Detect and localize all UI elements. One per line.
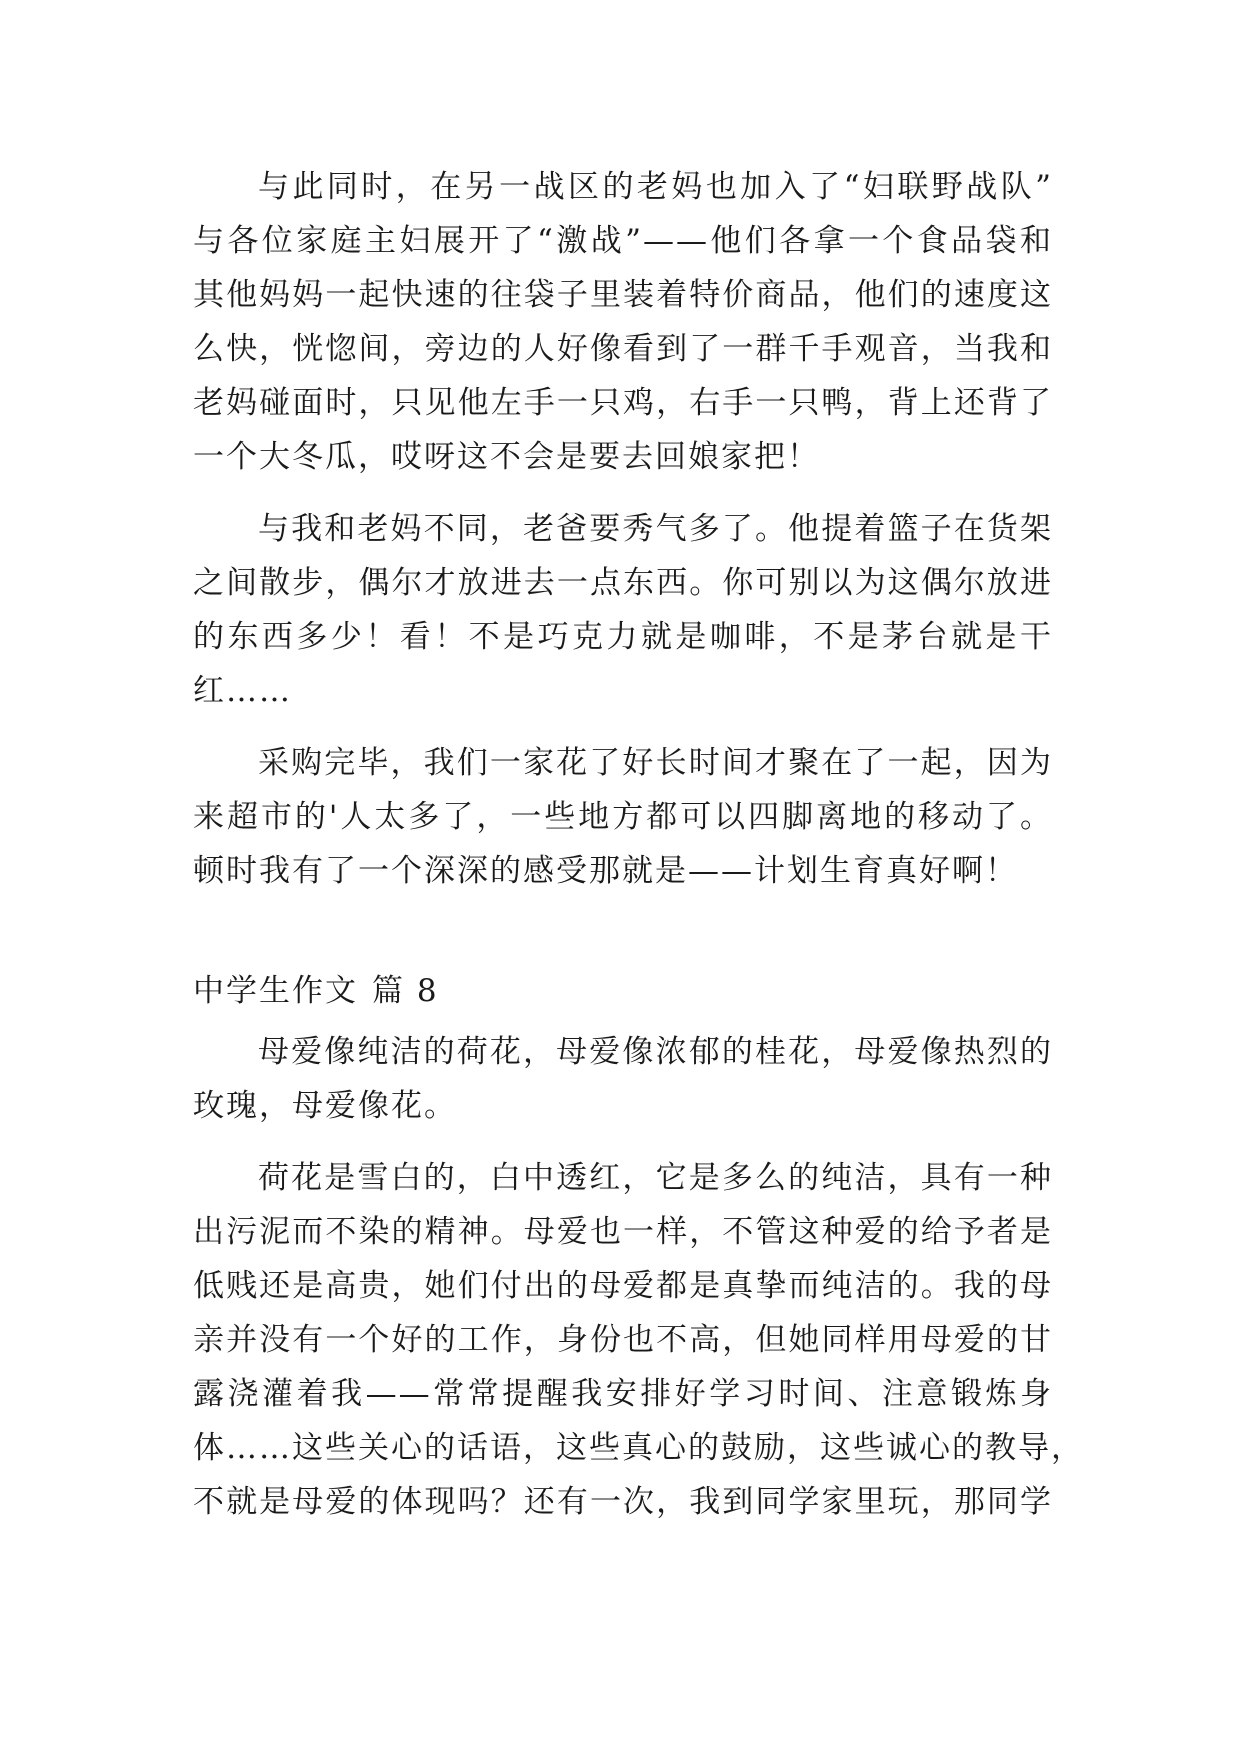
paragraph-line: 玫瑰，母爱像花。: [193, 1088, 457, 1124]
section-title: 中学生作文: [193, 973, 358, 1009]
paragraph-line: 的东西多少！看！不是巧克力就是咖啡，不是茅台就是干: [193, 619, 1053, 655]
paragraph-line: 亲并没有一个好的工作，身份也不高，但她同样用母爱的甘: [193, 1322, 1053, 1358]
paragraph-line: 采购完毕，我们一家花了好长时间才聚在了一起，因为: [258, 745, 1053, 781]
paragraph-line: 与我和老妈不同，老爸要秀气多了。他提着篮子在货架: [258, 511, 1053, 547]
paragraph-line: 低贱还是高贵，她们付出的母爱都是真挚而纯洁的。我的母: [193, 1268, 1053, 1304]
paragraph-line: 顿时我有了一个深深的感受那就是——计划生育真好啊！: [193, 853, 1018, 889]
paragraph-line: 露浇灌着我——常常提醒我安排好学习时间、注意锻炼身: [193, 1376, 1053, 1412]
paragraph-line: 其他妈妈一起快速的往袋子里装着特价商品，他们的速度这: [193, 277, 1053, 313]
paragraph-line: 与各位家庭主妇展开了“激战”——他们各拿一个食品袋和: [193, 223, 1053, 259]
paragraph-line: 体……这些关心的话语，这些真心的鼓励，这些诚心的教导，: [193, 1430, 1084, 1466]
paragraph-line: 母爱像纯洁的荷花，母爱像浓郁的桂花，母爱像热烈的: [258, 1034, 1053, 1070]
paragraph-line: 与此同时，在另一战区的老妈也加入了“妇联野战队”: [258, 169, 1053, 205]
paragraph-line: 不就是母爱的体现吗？还有一次，我到同学家里玩，那同学: [193, 1484, 1053, 1520]
paragraph-line: 一个大冬瓜，哎呀这不会是要去回娘家把！: [193, 439, 820, 475]
paragraph-line: 之间散步，偶尔才放进去一点东西。你可别以为这偶尔放进: [193, 565, 1053, 601]
paragraph-line: 老妈碰面时，只见他左手一只鸡，右手一只鸭，背上还背了: [193, 385, 1053, 421]
paragraph-line: 红……: [193, 673, 292, 709]
section-heading: [193, 964, 439, 1018]
paragraph-line: 荷花是雪白的，白中透红，它是多么的纯洁，具有一种: [258, 1160, 1053, 1196]
paragraph-line: 来超市的'人太多了，一些地方都可以四脚离地的移动了。: [193, 799, 1053, 835]
section-number: 篇 8: [372, 973, 439, 1009]
paragraph-line: 出污泥而不染的精神。母爱也一样，不管这种爱的给予者是: [193, 1214, 1053, 1250]
paragraph-line: 么快，恍惚间，旁边的人好像看到了一群千手观音，当我和: [193, 331, 1053, 367]
